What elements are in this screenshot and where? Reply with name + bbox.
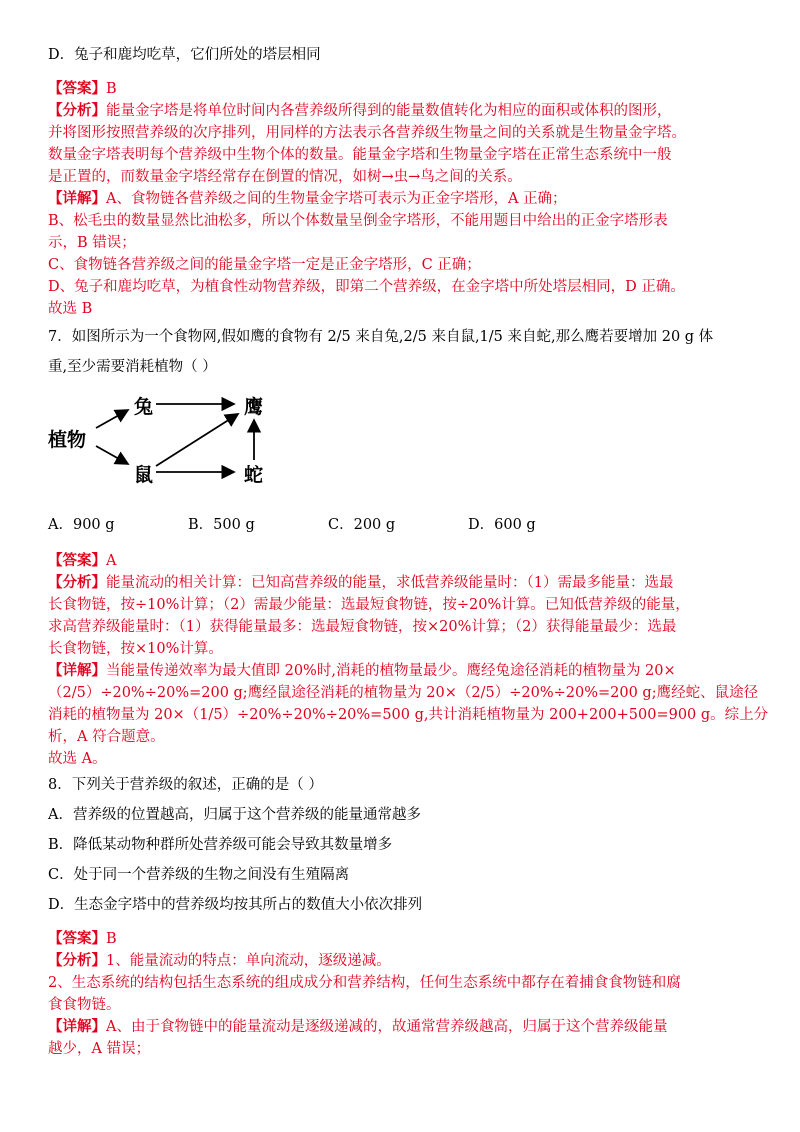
q8-option-b: B．降低某动物种群所处营养级可能会导致其数量增多: [48, 837, 393, 853]
q7-answer-value: A: [106, 553, 117, 569]
q7-option-a: A．900 g: [48, 517, 115, 533]
q7-detail-4: 析，A 符合题意。: [48, 729, 165, 745]
q7-analysis-text: 能量流动的相关计算：已知高营养级的能量，求低营养级能量时：（1）需最多能量：选最: [106, 575, 674, 591]
q6-option-d: D．兔子和鹿均吃草，它们所处的塔层相同: [48, 47, 321, 63]
q8-analysis-text: 1、能量流动的特点：单向流动，逐级递减。: [106, 953, 391, 969]
q6-detail-1: [48, 188, 760, 210]
node-plant: 植物: [48, 429, 87, 451]
q6-answer: [48, 78, 760, 100]
q8-option-d: D．生态金字塔中的营养级均按其所占的数值大小依次排列: [48, 897, 423, 913]
q8-analysis-3: 食食物链。: [48, 997, 121, 1013]
q7-analysis-4: 长食物链，按×10%计算。: [48, 641, 223, 657]
q6-analysis-1: [48, 100, 760, 122]
q8-detail-text: A、由于食物链中的能量流动是逐级递减的，故通常营养级越高，归属于这个营养级能量: [106, 1019, 668, 1035]
q6-detail-5: D、兔子和鹿均吃草，为植食性动物营养级，即第二个营养级，在金字塔中所处塔层相同，D 正确。: [48, 279, 685, 295]
q7-analysis-2: 长食物链，按÷10%计算；（2）需最少能量：选最短食物链，按÷20%计算。已知低营养级的能量，: [48, 597, 690, 613]
node-rabbit: 兔: [134, 396, 154, 418]
detail-tag: 【详解】: [48, 1018, 106, 1035]
q6-answer-value: B: [106, 81, 117, 97]
food-web-diagram: [48, 390, 308, 500]
q7-analysis-3: 求高营养级能量时：（1）获得能量最多：选最短食物链，按×20%计算；（2）获得能量最少：选最: [48, 619, 677, 635]
q6-analysis-4: 是正置的，而数量金字塔经常存在倒置的情况，如树→虫→鸟之间的关系。: [48, 169, 522, 185]
node-mouse: 鼠: [134, 464, 154, 486]
arrow-mouse-eagle: [156, 414, 238, 466]
q8-stem: 8．下列关于营养级的叙述，正确的是（ ）: [48, 777, 323, 793]
q7-option-c: C．200 g: [328, 517, 396, 533]
q7-detail-2: （2/5）÷20%÷20%=200 g;鹰经鼠途径消耗的植物量为 20×（2/5）÷20%÷20%=200 g;鹰经蛇、鼠途径: [48, 685, 759, 701]
q7-option-d: D．600 g: [468, 517, 536, 533]
q7-analysis-1: [48, 572, 760, 594]
q8-option-c: C．处于同一个营养级的生物之间没有生殖隔离: [48, 867, 350, 883]
q6-detail-3: 示，B 错误；: [48, 235, 136, 251]
q8-answer-value: B: [106, 931, 117, 947]
analysis-tag: 【分析】: [48, 574, 106, 591]
q7-detail-1: [48, 660, 760, 682]
analysis-tag: 【分析】: [48, 102, 106, 119]
q6-analysis-3: 数量金字塔表明每个营养级中生物个体的数量。能量金字塔和生物量金字塔在正常生态系统中一般: [48, 147, 672, 163]
arrow-plant-mouse: [96, 446, 128, 464]
q8-option-a: A．营养级的位置越高，归属于这个营养级的能量通常越多: [48, 807, 421, 823]
food-web-arrows: [48, 390, 308, 500]
q8-analysis-1: [48, 950, 760, 972]
detail-tag: 【详解】: [48, 662, 106, 679]
q7-conclusion: 故选 A。: [48, 751, 107, 767]
node-snake: 蛇: [244, 464, 264, 486]
q7-detail-3: 消耗的植物量为 20×（1/5）÷20%÷20%÷20%=500 g,共计消耗植物量为 200+200+500=900 g。综上分: [48, 707, 769, 723]
answer-tag: 【答案】: [48, 552, 106, 569]
q7-options: [48, 512, 760, 538]
q8-answer: [48, 928, 760, 950]
answer-tag: 【答案】: [48, 80, 106, 97]
q6-detail-2: B、松毛虫的数量显然比油松多，所以个体数量呈倒金字塔形，不能用题目中给出的正金字塔形表: [48, 213, 668, 229]
document-page: [48, 40, 769, 1060]
q7-stem-2: 重,至少需要消耗植物（ ）: [48, 359, 217, 375]
q6-conclusion: 故选 B: [48, 301, 93, 317]
q7-option-b: B．500 g: [188, 517, 255, 533]
answer-tag: 【答案】: [48, 930, 106, 947]
q7-detail-text: 当能量传递效率为最大值即 20%时,消耗的植物量最少。鹰经兔途径消耗的植物量为 20×: [106, 663, 676, 679]
q6-detail-4: C、食物链各营养级之间的能量金字塔一定是正金字塔形，C 正确；: [48, 257, 481, 273]
q6-detail-text: A、食物链各营养级之间的生物量金字塔可表示为正金字塔形，A 正确；: [106, 191, 567, 207]
analysis-tag: 【分析】: [48, 952, 106, 969]
q8-detail-2: 越少，A 错误；: [48, 1041, 151, 1057]
q7-stem-1: 7．如图所示为一个食物网,假如鹰的食物有 2/5 来自兔,2/5 来自鼠,1/5 来自蛇,那么鹰若要增加 20 g 体: [48, 329, 714, 345]
arrow-plant-rabbit: [96, 410, 128, 428]
node-eagle: 鹰: [244, 396, 264, 418]
q7-answer: [48, 550, 760, 572]
q8-analysis-2: 2、生态系统的结构包括生态系统的组成成分和营养结构，任何生态系统中都存在着捕食食物链和腐: [48, 975, 681, 991]
q8-detail-1: [48, 1016, 760, 1038]
q6-analysis-2: 并将图形按照营养级的次序排列，用同样的方法表示各营养级生物量之间的关系就是生物量金字塔。: [48, 125, 686, 141]
q6-analysis-text: 能量金字塔是将单位时间内各营养级所得到的能量数值转化为相应的面积或体积的图形，: [106, 103, 672, 119]
detail-tag: 【详解】: [48, 190, 106, 207]
